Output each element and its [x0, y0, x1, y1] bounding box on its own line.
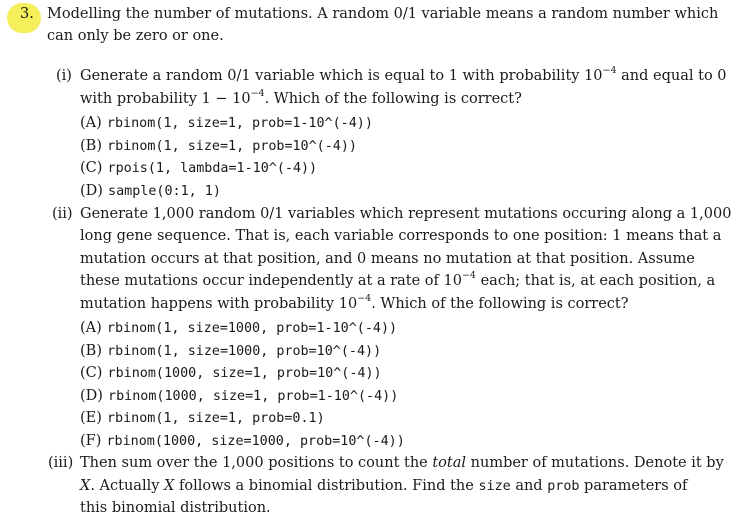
option-code: rbinom(1000, size=1, prob=10^(-4)): [107, 366, 382, 381]
option-letter: (B): [80, 138, 102, 154]
option-letter: (B): [80, 343, 102, 359]
part-ii-line4: [80, 270, 716, 290]
part-i-line2: [80, 90, 522, 108]
part-i-line2-text: with probability 1 − 10: [80, 91, 251, 107]
part-i-option-d: [80, 181, 221, 201]
part-ii-line3: mutation occurs at that position, and 0 means no mutation at that position. Assume: [80, 251, 695, 267]
option-letter: (A): [80, 115, 102, 131]
part-ii-line4-text: these mutations occur independently at a rate of 10: [80, 273, 462, 289]
part-i-line2-exponent: −4: [250, 88, 265, 100]
option-code: rbinom(1, size=1000, prob=1-10^(-4)): [106, 321, 398, 336]
part-ii-line4-exponent: −4: [461, 270, 476, 282]
option-code: rbinom(1, size=1, prob=10^(-4)): [107, 139, 357, 154]
option-letter: (C): [80, 365, 103, 381]
part-ii-line5: [80, 295, 629, 313]
part-iii-line1-text: Then sum over the 1,000 positions to count the: [80, 455, 433, 471]
option-code: rbinom(1000, size=1, prob=1-10^(-4)): [108, 389, 399, 404]
part-ii-option-d: [80, 386, 398, 406]
part-iii-line1-tail: number of mutations. Denote it by: [466, 455, 724, 471]
option-letter: (D): [80, 388, 103, 404]
option-code: rpois(1, lambda=1-10^(-4)): [107, 161, 318, 176]
part-ii-line1: Generate 1,000 random 0/1 variables which represent mutations occuring along a 1,000: [80, 206, 731, 222]
part-ii-line5-tail: . Which of the following is correct?: [371, 296, 629, 312]
part-iii-line2-text-a: . Actually: [90, 478, 165, 494]
part-iii-line2-text-c: and: [510, 478, 548, 494]
part-i-line1-tail: and equal to 0: [616, 68, 727, 84]
part-i-option-b: [80, 136, 357, 156]
option-letter: (F): [80, 433, 102, 449]
part-iii-label: (iii): [48, 455, 74, 471]
part-i-option-c: [80, 158, 317, 178]
part-iii-line3: this binomial distribution.: [80, 500, 271, 516]
part-i-line1: [80, 67, 727, 85]
problem-number: 3.: [20, 6, 34, 22]
variable-x: X: [164, 478, 175, 494]
part-i-line2-tail: . Which of the following is correct?: [264, 91, 522, 107]
option-letter: (A): [80, 320, 102, 336]
option-code: rbinom(1, size=1000, prob=10^(-4)): [107, 344, 382, 359]
problem-intro-text: A random 0/1 variable means a random number which: [317, 6, 719, 22]
variable-x: X: [80, 478, 91, 494]
part-iii-line2: [80, 477, 688, 496]
prob-param-code: prob: [547, 479, 580, 494]
option-code: sample(0:1, 1): [108, 184, 221, 199]
part-i-label: (i): [56, 68, 72, 84]
part-ii-label: (ii): [52, 206, 73, 222]
option-letter: (D): [80, 183, 103, 199]
problem-intro-line2: can only be zero or one.: [47, 28, 224, 44]
part-i-line1-text: Generate a random 0/1 variable which is equal to 1 with probability 10: [80, 68, 603, 84]
part-i-line1-exponent: −4: [602, 65, 617, 77]
part-ii-line2: long gene sequence. That is, each variable corresponds to one position: 1 means that a: [80, 228, 722, 244]
part-ii-option-b: [80, 341, 381, 361]
part-ii-option-c: [80, 363, 382, 383]
part-iii-line2-text-b: follows a binomial distribution. Find the: [174, 478, 479, 494]
size-param-code: size: [478, 479, 511, 494]
option-letter: (C): [80, 160, 103, 176]
option-code: rbinom(1000, size=1000, prob=10^(-4)): [106, 434, 405, 449]
part-ii-option-a: [80, 318, 397, 338]
part-ii-option-f: [80, 431, 405, 451]
option-code: rbinom(1, size=1, prob=0.1): [107, 411, 325, 426]
part-ii-line4-tail: each; that is, at each position, a: [475, 273, 716, 289]
part-ii-option-e: [80, 408, 325, 428]
part-iii-line2-text-d: parameters of: [579, 478, 688, 494]
part-ii-line5-exponent: −4: [357, 293, 372, 305]
problem-title: Modelling the number of mutations.: [47, 6, 313, 22]
option-code: rbinom(1, size=1, prob=1-10^(-4)): [106, 116, 373, 131]
problem-intro-line1: [47, 5, 718, 23]
part-ii-line5-text: mutation happens with probability 10: [80, 296, 358, 312]
option-letter: (E): [80, 410, 102, 426]
part-iii-line1: [80, 454, 724, 472]
part-i-option-a: [80, 113, 373, 133]
part-iii-emphasis: total: [432, 455, 467, 471]
